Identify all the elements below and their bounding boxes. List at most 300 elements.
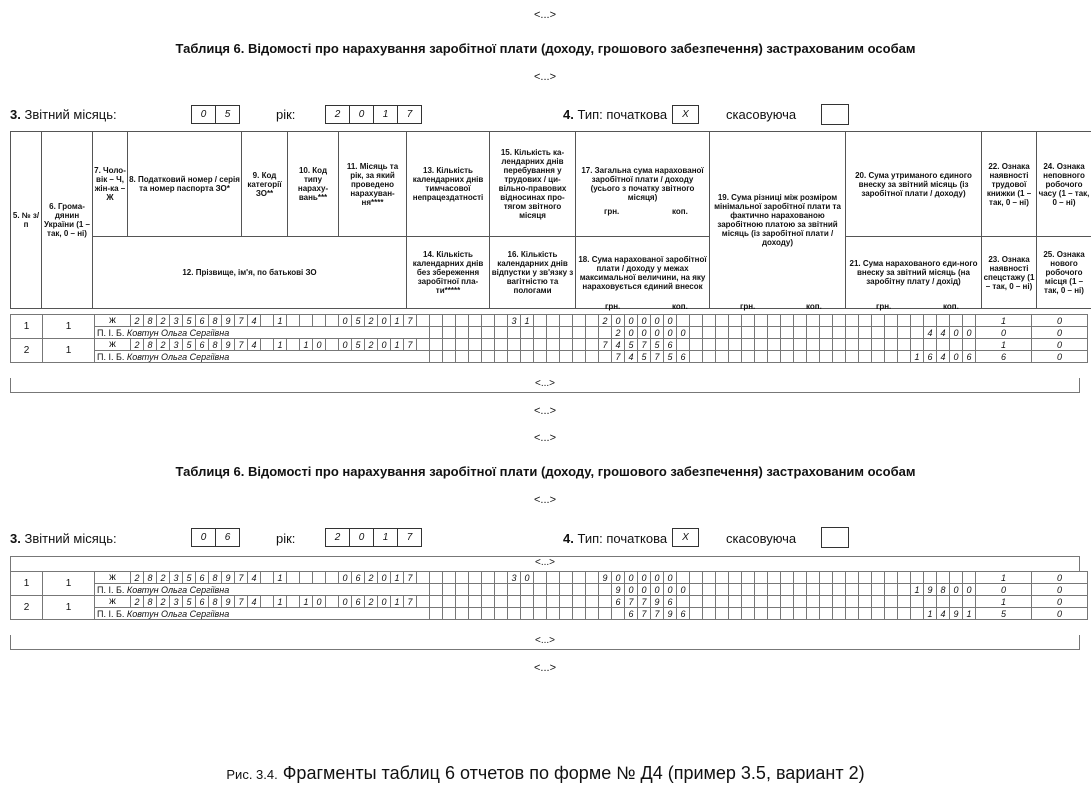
empty-digit — [599, 608, 612, 620]
period-digit: 1 — [391, 315, 404, 327]
empty-digit — [573, 584, 586, 596]
sum20-digit — [911, 572, 924, 584]
category-digit: 1 — [274, 339, 287, 351]
sum17-digit: 9 — [599, 572, 612, 584]
sum21-digit — [872, 327, 885, 339]
empty-digit — [768, 351, 781, 363]
empty-digit — [573, 608, 586, 620]
sick-days-digit — [469, 315, 482, 327]
unpaid-days-digit — [456, 608, 469, 620]
empty-digit — [573, 327, 586, 339]
category-digit: 1 — [274, 596, 287, 608]
accrual-digit: 1 — [300, 339, 313, 351]
sum17-digit: 4 — [612, 339, 625, 351]
tax-id-digit: 2 — [131, 572, 144, 584]
sum19-digit — [716, 596, 729, 608]
days15-digit: 3 — [508, 315, 521, 327]
flag23-cell: 0 — [1032, 351, 1088, 363]
col-header-7: 7. Чоло-вік – Ч, жін-ка – Ж — [93, 132, 128, 237]
tax-id-digit: 6 — [196, 315, 209, 327]
person-name: Ковтун Ольга Сергіївна — [126, 351, 230, 362]
tax-id-digit: 8 — [144, 596, 157, 608]
sick-days-digit — [495, 339, 508, 351]
flag22-cell: 1 — [976, 596, 1032, 608]
days16-digit — [534, 339, 547, 351]
sick-days-digit — [495, 315, 508, 327]
tax-id-digit: 8 — [144, 572, 157, 584]
sum18-digit: 2 — [612, 327, 625, 339]
sum17-digit: 0 — [651, 572, 664, 584]
sum21-digit — [846, 327, 859, 339]
sum19-digit — [794, 596, 807, 608]
unpaid-days-digit — [508, 584, 521, 596]
empty-cell — [261, 572, 274, 584]
days16-digit — [560, 315, 573, 327]
sum19-digit — [768, 315, 781, 327]
sum18-digit: 4 — [625, 351, 638, 363]
days16-digit — [586, 596, 599, 608]
unpaid-days-digit — [508, 351, 521, 363]
citizen-flag: 1 — [43, 572, 95, 596]
col-header-18: 18. Сума нарахованої заробітної плати / доходу у межах максимальної величини, на яку нараховується єдиний внесок — [576, 237, 710, 309]
empty-digit — [820, 327, 833, 339]
year-cells-2[interactable]: 2 0 1 7 — [326, 528, 422, 547]
tax-id-digit: 8 — [209, 572, 222, 584]
sum19-digit — [677, 315, 690, 327]
empty-digit — [794, 351, 807, 363]
tax-id-digit: 7 — [235, 315, 248, 327]
unpaid-days-digit — [469, 351, 482, 363]
empty-digit — [547, 584, 560, 596]
unpaid-days-digit — [456, 351, 469, 363]
unpaid-days-digit — [508, 608, 521, 620]
tax-id-digit: 6 — [196, 339, 209, 351]
flag22-cell: 1 — [976, 339, 1032, 351]
sum17-digit: 0 — [664, 315, 677, 327]
period-digit: 5 — [352, 315, 365, 327]
days16-digit — [573, 572, 586, 584]
month-cells-2[interactable]: 0 6 — [192, 528, 240, 547]
sum20-digit — [911, 596, 924, 608]
sum20-digit — [859, 315, 872, 327]
sum18-digit: 0 — [664, 584, 677, 596]
unpaid-days-digit — [443, 584, 456, 596]
tax-id-digit: 2 — [131, 315, 144, 327]
tax-id-digit: 2 — [157, 596, 170, 608]
days16-digit — [560, 596, 573, 608]
category-digit: 1 — [274, 572, 287, 584]
sick-days-digit — [430, 572, 443, 584]
sum21-digit: 0 — [950, 351, 963, 363]
sum18-digit: 0 — [638, 584, 651, 596]
empty-digit — [833, 584, 846, 596]
sick-days-digit — [430, 596, 443, 608]
unpaid-days-digit — [508, 327, 521, 339]
sum18-digit: 6 — [677, 351, 690, 363]
sum19-digit — [820, 596, 833, 608]
sum21-digit — [872, 584, 885, 596]
sum19-digit — [781, 339, 794, 351]
empty-digit — [690, 608, 703, 620]
empty-cell — [287, 596, 300, 608]
unpaid-days-digit — [430, 608, 443, 620]
accrual-digit — [300, 572, 313, 584]
flag22-cell: 1 — [976, 572, 1032, 584]
sick-days-digit — [443, 572, 456, 584]
empty-digit — [703, 584, 716, 596]
sum19-digit — [703, 596, 716, 608]
sum21-digit: 5 — [976, 608, 1032, 620]
empty-digit — [807, 327, 820, 339]
row-number: 2 — [11, 596, 43, 620]
sum19-digit — [755, 596, 768, 608]
sum17-digit: 7 — [638, 339, 651, 351]
sick-days-digit — [443, 339, 456, 351]
sum21-digit — [898, 608, 911, 620]
sum19-digit — [716, 315, 729, 327]
sick-days-digit — [417, 315, 430, 327]
sum19-digit — [703, 339, 716, 351]
sex-cell: ж — [95, 339, 131, 351]
sick-days-digit — [482, 339, 495, 351]
empty-digit — [586, 351, 599, 363]
empty-digit — [742, 327, 755, 339]
col-header-13: 13. Кількість календарних днів тимчасової непрацездатності — [407, 132, 490, 237]
sum21-digit: 0 — [950, 327, 963, 339]
tax-id-digit: 2 — [157, 315, 170, 327]
empty-digit — [690, 351, 703, 363]
person-name: Ковтун Ольга Сергіївна — [126, 584, 230, 595]
col-header-22: 22. Ознака наявності трудової книжки (1 – так, 0 – ні) — [982, 132, 1037, 237]
sum17-digit: 0 — [664, 572, 677, 584]
flag23-cell: 0 — [1032, 327, 1088, 339]
days16-digit — [534, 596, 547, 608]
sum19-digit — [690, 315, 703, 327]
col-header-14: 14. Кількість календарних днів без збереження заробітної пла-ти***** — [407, 237, 490, 309]
col-header-21: 21. Сума нарахованого єди-ного внеску за звітний місяць (на заробітну плату / дохід) — [846, 237, 982, 309]
sick-days-digit — [417, 596, 430, 608]
empty-digit — [716, 608, 729, 620]
sum20-digit — [937, 596, 950, 608]
sum19-digit — [729, 572, 742, 584]
sum17-digit: 0 — [625, 572, 638, 584]
days16-digit — [534, 572, 547, 584]
sum21-digit: 1 — [911, 584, 924, 596]
unpaid-days-digit — [469, 608, 482, 620]
sick-days-digit — [443, 596, 456, 608]
sum21-digit: 4 — [937, 608, 950, 620]
accrual-digit: 0 — [313, 596, 326, 608]
empty-cell — [287, 315, 300, 327]
sum21-digit — [898, 584, 911, 596]
sum18-digit: 0 — [677, 584, 690, 596]
type-cancel-box[interactable] — [821, 104, 849, 125]
period-digit: 6 — [352, 596, 365, 608]
empty-digit — [547, 608, 560, 620]
tax-id-digit: 3 — [170, 315, 183, 327]
unpaid-days-digit — [482, 584, 495, 596]
sick-days-digit — [417, 572, 430, 584]
tax-id-digit: 7 — [235, 596, 248, 608]
days15-digit — [521, 339, 534, 351]
sum20-digit — [872, 315, 885, 327]
unpaid-days-digit — [495, 351, 508, 363]
sum20-digit — [859, 596, 872, 608]
sum20-digit — [846, 315, 859, 327]
sum21-digit — [885, 327, 898, 339]
sum19-digit — [755, 572, 768, 584]
sum20-digit — [885, 596, 898, 608]
sick-days-digit — [469, 572, 482, 584]
empty-digit — [781, 584, 794, 596]
sum21-digit — [885, 608, 898, 620]
sum21-digit — [911, 327, 924, 339]
days16-digit — [573, 315, 586, 327]
col-header-17: 17. Загальна сума нарахованої заробітної плати / доходу (усього з початку звітного місяця) — [576, 132, 710, 237]
sum20-digit — [911, 339, 924, 351]
data-rows — [10, 314, 1088, 363]
tax-id-digit: 2 — [157, 572, 170, 584]
table-row — [11, 584, 1088, 596]
sum19-digit — [768, 596, 781, 608]
sum19-digit — [742, 315, 755, 327]
col-header-12: 12. Прізвище, ім'я, по батькові ЗО — [93, 237, 407, 309]
period-digit: 2 — [365, 596, 378, 608]
empty-digit — [807, 608, 820, 620]
empty-digit — [742, 584, 755, 596]
empty-digit — [599, 584, 612, 596]
empty-digit — [768, 608, 781, 620]
empty-digit — [716, 584, 729, 596]
sum19-digit — [781, 572, 794, 584]
sum20-digit — [833, 339, 846, 351]
sum21-digit — [859, 608, 872, 620]
sum17-digit: 7 — [599, 339, 612, 351]
sum20-digit — [833, 572, 846, 584]
unpaid-days-digit — [495, 608, 508, 620]
days15-digit — [521, 596, 534, 608]
cancel-label: скасовуюча — [726, 107, 797, 122]
tax-id-digit: 9 — [222, 596, 235, 608]
ellipsis-row-2: <...> — [10, 556, 1080, 572]
empty-digit — [521, 351, 534, 363]
empty-digit — [690, 327, 703, 339]
sum19-digit — [677, 596, 690, 608]
report-month-label: 3. Звітний місяць: — [10, 107, 117, 122]
header-grid — [10, 131, 1091, 309]
sum21-digit — [846, 351, 859, 363]
ellipsis-2: <...> — [533, 405, 557, 417]
empty-digit — [716, 351, 729, 363]
type-cancel-box-2[interactable] — [821, 527, 849, 548]
empty-digit — [547, 351, 560, 363]
ellipsis-top: <...> — [533, 9, 557, 21]
sum20-digit — [963, 596, 976, 608]
name-cell-wide — [95, 327, 430, 339]
unpaid-days-digit — [443, 327, 456, 339]
empty-digit — [599, 351, 612, 363]
sum19-digit — [742, 572, 755, 584]
period-digit: 7 — [404, 572, 417, 584]
sum20-digit — [937, 572, 950, 584]
flag24-cell: 0 — [1032, 572, 1088, 584]
table-row — [11, 339, 1088, 351]
sum21-digit: 0 — [950, 584, 963, 596]
unpaid-days-digit — [430, 351, 443, 363]
sick-days-digit — [469, 596, 482, 608]
sum20-digit — [846, 596, 859, 608]
sum19-digit — [807, 572, 820, 584]
sum20-digit — [924, 339, 937, 351]
sum20-digit — [963, 572, 976, 584]
row-number: 1 — [11, 315, 43, 339]
empty-cell — [326, 596, 339, 608]
empty-digit — [703, 608, 716, 620]
period-digit: 1 — [391, 572, 404, 584]
sum20-digit — [859, 572, 872, 584]
type-initial-box[interactable]: X — [672, 105, 699, 124]
sum20-digit — [872, 572, 885, 584]
sick-days-digit — [495, 572, 508, 584]
sum17-digit: 5 — [625, 339, 638, 351]
person-name: Ковтун Ольга Сергіївна — [126, 608, 230, 619]
accrual-digit — [300, 315, 313, 327]
sum19-digit — [716, 572, 729, 584]
sick-days-digit — [482, 572, 495, 584]
sum20-digit — [885, 315, 898, 327]
days16-digit — [547, 339, 560, 351]
sum17-digit: 0 — [638, 572, 651, 584]
sum21-digit: 1 — [911, 351, 924, 363]
sick-days-digit — [417, 339, 430, 351]
sum20-digit — [872, 339, 885, 351]
name-cell-wide — [95, 608, 430, 620]
sick-days-digit — [443, 315, 456, 327]
figure-caption: Рис. 3.4. Фрагменты таблиц 6 отчетов по форме № Д4 (пример 3.5, вариант 2) — [226, 763, 865, 783]
sum21-digit — [885, 584, 898, 596]
accrual-digit: 1 — [300, 596, 313, 608]
sum20-digit — [924, 315, 937, 327]
sum20-digit — [963, 315, 976, 327]
tax-id-digit: 4 — [248, 596, 261, 608]
col-header-10: 10. Код типу нараху-вань*** — [288, 132, 339, 237]
table-row — [11, 608, 1088, 620]
period-digit: 1 — [391, 596, 404, 608]
sum19-digit — [690, 596, 703, 608]
empty-digit — [755, 327, 768, 339]
empty-digit — [755, 351, 768, 363]
period-digit: 0 — [339, 315, 352, 327]
year-label: рік: — [276, 107, 296, 122]
sum18-digit: 0 — [664, 327, 677, 339]
sum20-digit — [963, 339, 976, 351]
empty-digit — [703, 351, 716, 363]
unpaid-days-digit — [469, 327, 482, 339]
unpaid-days-digit — [430, 327, 443, 339]
flag22-cell: 1 — [976, 315, 1032, 327]
flag24-cell: 0 — [1032, 315, 1088, 327]
unpaid-days-digit — [495, 584, 508, 596]
name-cell-wide — [95, 351, 430, 363]
ellipsis-row-1: <...> — [10, 378, 1080, 393]
person-name: Ковтун Ольга Сергіївна — [126, 327, 230, 338]
sum21-digit: 6 — [976, 351, 1032, 363]
tax-id-digit: 3 — [170, 572, 183, 584]
sum18-digit: 5 — [664, 351, 677, 363]
tax-id-digit: 5 — [183, 596, 196, 608]
sick-days-digit — [430, 315, 443, 327]
empty-digit — [755, 584, 768, 596]
tax-id-digit: 7 — [235, 572, 248, 584]
sex-cell: ж — [95, 572, 131, 584]
empty-digit — [599, 327, 612, 339]
sum19-digit — [755, 315, 768, 327]
table-title-2: Таблиця 6. Відомості про нарахування заробітної плати (доходу, грошового забезпечення) застрахованим особам — [175, 464, 916, 479]
sum20-digit — [898, 315, 911, 327]
empty-digit — [820, 584, 833, 596]
empty-digit — [729, 608, 742, 620]
empty-digit — [833, 351, 846, 363]
sum17-digit: 6 — [664, 339, 677, 351]
month-cells-1[interactable]: 0 5 — [192, 105, 240, 124]
year-cells-1[interactable]: 2 0 1 7 — [326, 105, 422, 124]
sum20-digit — [950, 339, 963, 351]
sum18-digit: 0 — [677, 327, 690, 339]
tax-id-digit: 8 — [144, 339, 157, 351]
empty-digit — [690, 584, 703, 596]
sum18-digit: 7 — [651, 608, 664, 620]
sum17-digit: 5 — [651, 339, 664, 351]
empty-digit — [781, 351, 794, 363]
col-header-5: 5. № з/п — [11, 132, 42, 309]
unpaid-days-digit — [495, 327, 508, 339]
sum17-digit: 0 — [612, 572, 625, 584]
empty-digit — [794, 584, 807, 596]
sum21-digit: 4 — [937, 327, 950, 339]
sum21-digit — [859, 327, 872, 339]
col-header-23: 23. Ознака наявності спецстажу (1 – так, 0 – ні) — [982, 237, 1037, 309]
table-row — [11, 572, 1088, 584]
sum21-digit — [872, 608, 885, 620]
type-initial-box-2[interactable]: X — [672, 528, 699, 547]
col-header-20: 20. Сума утриманого єдиного внеску за звітний місяць (із заробітної плати / доходу) — [846, 132, 982, 237]
period-digit: 0 — [339, 596, 352, 608]
empty-digit — [781, 608, 794, 620]
empty-digit — [534, 608, 547, 620]
sum19-digit — [820, 315, 833, 327]
sum20-digit — [898, 596, 911, 608]
sum20-digit — [833, 315, 846, 327]
sick-days-digit — [482, 596, 495, 608]
sum21-digit: 8 — [937, 584, 950, 596]
sick-days-digit — [456, 596, 469, 608]
tax-id-digit: 5 — [183, 572, 196, 584]
tax-id-digit: 9 — [222, 315, 235, 327]
period-digit: 7 — [404, 339, 417, 351]
table-row — [11, 351, 1088, 363]
days15-digit: 3 — [508, 572, 521, 584]
sum21-digit: 6 — [924, 351, 937, 363]
citizen-flag: 1 — [43, 596, 95, 620]
sum19-digit — [781, 596, 794, 608]
sum18-digit: 7 — [638, 608, 651, 620]
sum19-digit — [742, 596, 755, 608]
empty-digit — [833, 608, 846, 620]
sum19-digit — [690, 572, 703, 584]
sex-cell: ж — [95, 315, 131, 327]
empty-digit — [586, 327, 599, 339]
sum20-digit — [846, 572, 859, 584]
